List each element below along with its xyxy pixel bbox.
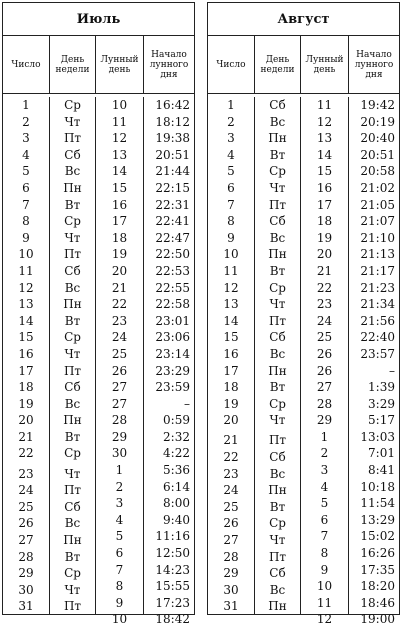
table-cell: 18 — [223, 380, 239, 395]
table-cell: Пт — [268, 313, 287, 328]
table-cell: – — [184, 396, 190, 411]
table-cell: 22:53 — [155, 263, 190, 278]
table-cell: 23:29 — [155, 363, 190, 378]
table-cell: 3 — [115, 496, 124, 511]
table-cell: 9 — [320, 562, 329, 577]
table-cell: 22:50 — [155, 247, 190, 262]
month-title: Июль — [3, 3, 194, 36]
table-cell: Сб — [269, 214, 286, 229]
table-cell: 7:01 — [368, 446, 395, 461]
column-lunar-days — [95, 97, 143, 627]
table-cell: 13 — [316, 131, 333, 146]
table-cell: 17 — [316, 197, 333, 212]
table-cell: 26 — [316, 346, 333, 361]
table-cell: 13 — [111, 147, 128, 162]
table-cell: 11 — [18, 263, 34, 278]
table-cell: Вс — [269, 582, 286, 597]
table-cell: Вс — [64, 396, 81, 411]
table-cell: 22 — [111, 297, 128, 312]
table-cell: 8 — [115, 579, 124, 594]
table-cell: Ср — [64, 330, 81, 345]
table-cell: 9 — [227, 230, 235, 245]
header-number: Число — [216, 59, 246, 70]
table-cell: 15 — [316, 164, 333, 179]
table-cell: 4 — [320, 479, 329, 494]
table-cell: Пт — [63, 363, 82, 378]
table-cell: 26 — [111, 363, 128, 378]
table-cell: 26 — [223, 516, 239, 531]
table-cell: 8:41 — [368, 463, 395, 478]
table-cell: Чт — [64, 466, 81, 481]
table-cell: Вс — [269, 346, 286, 361]
table-cell: Вт — [64, 549, 81, 564]
table-cell: 6 — [115, 546, 124, 561]
table-cell: 5 — [320, 496, 329, 511]
table-cell: Чт — [64, 230, 81, 245]
table-cell: Пн — [268, 131, 287, 146]
table-cell: Вт — [269, 380, 286, 395]
table-cell: 4 — [115, 512, 124, 527]
table-cell: 24 — [18, 483, 34, 498]
table-cell: 22:58 — [155, 297, 190, 312]
header-lunar-start: Начало лунного дня — [143, 36, 194, 93]
table-cell: 14 — [18, 313, 34, 328]
table-cell: 17:23 — [155, 595, 190, 610]
table-cell: 18 — [316, 214, 333, 229]
table-cell: 3 — [227, 131, 235, 146]
table-cell: 21:05 — [360, 197, 395, 212]
table-cell: Пт — [63, 247, 82, 262]
table-cell: Вс — [269, 230, 286, 245]
table-cell: 27 — [316, 380, 333, 395]
table-cell: 11:16 — [155, 529, 190, 544]
table-cell: 16 — [316, 180, 333, 195]
table-cell: 11 — [111, 114, 128, 129]
table-cell: Вт — [269, 499, 286, 514]
column-numbers — [3, 97, 49, 615]
table-cell: 12 — [316, 612, 333, 627]
table-cell: 29 — [223, 566, 239, 581]
table-cell: Пт — [63, 599, 82, 614]
table-cell: 2 — [22, 114, 30, 129]
table-cell: 23 — [111, 313, 128, 328]
table-cell: Вс — [64, 516, 81, 531]
table-cell: 21 — [111, 280, 128, 295]
table-cell: Сб — [269, 450, 286, 465]
table-cell: 4:22 — [163, 446, 190, 461]
table-cell: 19 — [18, 396, 34, 411]
table-cell: Вт — [64, 429, 81, 444]
table-cell: 27 — [18, 533, 34, 548]
table-cell: 1 — [115, 463, 124, 478]
table-cell: Пт — [268, 549, 287, 564]
table-cell: 5 — [22, 164, 30, 179]
table-cell: 25 — [223, 499, 239, 514]
table-cell: 21:02 — [360, 180, 395, 195]
table-cell: Чт — [64, 346, 81, 361]
table-cell: 14 — [223, 313, 239, 328]
column-lunar-days — [300, 97, 348, 627]
table-cell: 26 — [18, 516, 34, 531]
table-cell: 22:15 — [155, 180, 190, 195]
table-cell: 13 — [223, 297, 239, 312]
table-cell: 28 — [18, 549, 34, 564]
table-cell: 16 — [18, 346, 34, 361]
table-cell: 29 — [316, 413, 333, 428]
table-cell: 7 — [115, 562, 124, 577]
table-cell: 20 — [111, 263, 128, 278]
column-starts — [143, 97, 194, 627]
table-cell: Сб — [64, 147, 81, 162]
table-body — [3, 94, 194, 627]
table-cell: Ср — [64, 98, 81, 112]
table-cell: Вс — [269, 114, 286, 129]
table-cell: 5 — [227, 164, 235, 179]
table-cell: 4 — [227, 147, 235, 162]
table-cell: 8:00 — [163, 496, 190, 511]
table-cell: 16:26 — [360, 546, 395, 561]
table-cell: 3:29 — [368, 396, 395, 411]
table-cell: 14:23 — [155, 562, 190, 577]
table-cell: Пн — [268, 483, 287, 498]
table-cell: 4 — [22, 147, 30, 162]
table-cell: Ср — [269, 516, 286, 531]
table-cell: Пт — [63, 483, 82, 498]
table-cell: 30 — [18, 582, 34, 597]
table-cell: 21:56 — [360, 313, 395, 328]
table-cell: 3 — [320, 463, 329, 478]
table-cell: 15 — [223, 330, 239, 345]
table-cell: 21:23 — [360, 280, 395, 295]
table-cell: 10 — [316, 579, 333, 594]
table-cell: 20:51 — [360, 147, 395, 162]
table-cell: 12 — [223, 280, 239, 295]
table-cell: 1:39 — [368, 380, 395, 395]
table-cell: 10 — [18, 247, 34, 262]
table-cell: Вс — [64, 164, 81, 179]
table-cell: Чт — [64, 114, 81, 129]
table-cell: Сб — [64, 263, 81, 278]
table-cell: 1 — [22, 98, 30, 112]
table-cell: 26 — [316, 363, 333, 378]
table-cell: 20:58 — [360, 164, 395, 179]
table-cell: 23:57 — [360, 346, 395, 361]
table-cell: 25 — [316, 330, 333, 345]
table-cell: Ср — [64, 566, 81, 581]
table-cell: 31 — [223, 599, 239, 614]
table-cell: 2 — [227, 114, 235, 129]
table-cell: 23 — [223, 466, 239, 481]
table-cell: 16 — [111, 197, 128, 212]
table-cell: 0:59 — [163, 413, 190, 428]
table-cell: 1 — [227, 98, 235, 112]
table-cell: 15:55 — [155, 579, 190, 594]
header-number: Число — [11, 59, 41, 70]
table-cell: 3 — [22, 131, 30, 146]
table-cell: 21:13 — [360, 247, 395, 262]
table-cell: Пн — [63, 533, 82, 548]
table-cell: Пт — [63, 131, 82, 146]
table-cell: 23:59 — [155, 380, 190, 395]
table-cell: 23:01 — [155, 313, 190, 328]
table-cell: 15:02 — [360, 529, 395, 544]
table-cell: 15 — [18, 330, 34, 345]
table-cell: 10:18 — [360, 479, 395, 494]
header-lunar-day: Лунный день — [95, 36, 143, 93]
table-cell: 22:55 — [155, 280, 190, 295]
table-cell: 18:12 — [155, 114, 190, 129]
table-cell: 22:41 — [155, 214, 190, 229]
table-cell: 23 — [316, 297, 333, 312]
table-cell: 6 — [22, 180, 30, 195]
table-cell: 6:14 — [163, 479, 190, 494]
table-cell: 13:29 — [360, 512, 395, 527]
table-cell: Пн — [268, 363, 287, 378]
table-cell: Вт — [64, 313, 81, 328]
table-cell: Вт — [64, 197, 81, 212]
table-cell: 6 — [320, 512, 329, 527]
table-cell: 18:46 — [360, 595, 395, 610]
table-cell: 28 — [316, 396, 333, 411]
august-table — [207, 2, 400, 627]
table-cell: Пн — [63, 180, 82, 195]
table-cell: 12 — [111, 131, 128, 146]
table-cell: Пн — [63, 297, 82, 312]
table-cell: 17 — [111, 214, 128, 229]
table-cell: 24 — [223, 483, 239, 498]
table-cell: 24 — [316, 313, 333, 328]
table-cell: 10 — [111, 98, 128, 112]
table-cell: 22 — [223, 450, 239, 465]
table-cell: 21:17 — [360, 263, 395, 278]
table-cell: Вт — [269, 263, 286, 278]
table-cell: 28 — [111, 413, 128, 428]
table-cell: Вс — [269, 466, 286, 481]
table-cell: 8 — [227, 214, 235, 229]
table-cell: 29 — [111, 429, 128, 444]
table-cell: Пн — [63, 413, 82, 428]
column-weekdays — [254, 97, 300, 615]
table-cell: 14 — [316, 147, 333, 162]
table-cell: 11 — [316, 98, 333, 112]
table-cell: 30 — [111, 446, 128, 461]
table-cell: 27 — [111, 396, 128, 411]
table-cell: 7 — [320, 529, 329, 544]
month-title: Август — [208, 3, 399, 36]
table-cell: 11 — [316, 595, 333, 610]
table-cell: Чт — [269, 413, 286, 428]
table-cell: 2:32 — [163, 429, 190, 444]
table-cell: 17 — [18, 363, 34, 378]
table-cell: 28 — [223, 549, 239, 564]
table-cell: 11 — [223, 263, 239, 278]
table-cell: 7 — [22, 197, 30, 212]
table-cell: Сб — [64, 499, 81, 514]
table-cell: 16 — [223, 346, 239, 361]
header-weekday: День недели — [254, 36, 300, 93]
table-cell: 13 — [18, 297, 34, 312]
table-cell: 19:38 — [155, 131, 190, 146]
table-cell: 25 — [18, 499, 34, 514]
table-cell: 15 — [111, 180, 128, 195]
table-cell: 14 — [111, 164, 128, 179]
column-weekdays — [49, 97, 95, 615]
table-cell: Пн — [268, 247, 287, 262]
table-cell: 21:10 — [360, 230, 395, 245]
table-cell: 21 — [316, 263, 333, 278]
table-cell: 23:14 — [155, 346, 190, 361]
table-cell: 21 — [223, 433, 239, 448]
table-cell: 2 — [320, 446, 329, 461]
table-cell: 17 — [223, 363, 239, 378]
table-cell: Пт — [268, 433, 287, 448]
table-cell: 1 — [320, 429, 329, 444]
table-cell: 19:42 — [360, 98, 395, 112]
table-cell: 11:54 — [360, 496, 395, 511]
table-cell: Пт — [268, 197, 287, 212]
table-cell: 18 — [18, 380, 34, 395]
header-weekday: День недели — [49, 36, 95, 93]
table-cell: 22 — [316, 280, 333, 295]
table-cell: 5:36 — [163, 463, 190, 478]
header-lunar-day: Лунный день — [300, 36, 348, 93]
table-cell: 24 — [111, 330, 128, 345]
table-cell: 8 — [22, 214, 30, 229]
table-cell: 20 — [18, 413, 34, 428]
table-cell: Ср — [64, 214, 81, 229]
table-cell: 12:50 — [155, 546, 190, 561]
table-cell: 6 — [227, 180, 235, 195]
table-cell: 9:40 — [163, 512, 190, 527]
table-cell: 20:51 — [155, 147, 190, 162]
table-cell: 5 — [115, 529, 124, 544]
table-cell: 18:20 — [360, 579, 395, 594]
table-cell: 23:06 — [155, 330, 190, 345]
table-cell: 19 — [111, 247, 128, 262]
table-cell: Ср — [269, 280, 286, 295]
table-cell: Сб — [64, 380, 81, 395]
table-cell: 13:03 — [360, 429, 395, 444]
table-cell: Ср — [269, 164, 286, 179]
table-cell: 20 — [316, 247, 333, 262]
table-cell: Сб — [269, 98, 286, 112]
table-cell: 18 — [111, 230, 128, 245]
table-cell: 10 — [223, 247, 239, 262]
table-cell: 22:40 — [360, 330, 395, 345]
table-cell: 31 — [18, 599, 34, 614]
table-cell: 20:19 — [360, 114, 395, 129]
table-cell: Чт — [269, 533, 286, 548]
table-cell: 21:07 — [360, 214, 395, 229]
table-cell: 21:44 — [155, 164, 190, 179]
table-body — [208, 94, 399, 627]
table-cell: 22 — [18, 446, 34, 461]
table-cell: 23 — [18, 466, 34, 481]
table-cell: Чт — [269, 297, 286, 312]
table-cell: 2 — [115, 479, 124, 494]
table-cell: Вт — [269, 147, 286, 162]
table-cell: 20 — [223, 413, 239, 428]
table-cell: 29 — [18, 566, 34, 581]
table-cell: Сб — [269, 566, 286, 581]
table-cell: 9 — [22, 230, 30, 245]
table-cell: 20:40 — [360, 131, 395, 146]
table-cell: 12 — [316, 114, 333, 129]
column-numbers — [208, 97, 254, 615]
table-cell: 22:47 — [155, 230, 190, 245]
table-cell: Сб — [269, 330, 286, 345]
table-header — [3, 36, 194, 94]
table-cell: Ср — [269, 396, 286, 411]
table-cell: 19 — [223, 396, 239, 411]
july-table — [2, 2, 195, 627]
table-cell: 17:35 — [360, 562, 395, 577]
table-cell: 9 — [115, 595, 124, 610]
table-cell: Чт — [64, 582, 81, 597]
table-cell: 7 — [227, 197, 235, 212]
table-header — [208, 36, 399, 94]
table-cell: Ср — [64, 446, 81, 461]
table-cell: 19:00 — [360, 612, 395, 627]
table-cell: 8 — [320, 546, 329, 561]
table-cell: Чт — [269, 180, 286, 195]
table-cell: 25 — [111, 346, 128, 361]
header-lunar-start: Начало лунного дня — [348, 36, 399, 93]
table-cell: 22:31 — [155, 197, 190, 212]
table-cell: Пн — [268, 599, 287, 614]
table-cell: 21:34 — [360, 297, 395, 312]
column-starts — [348, 97, 399, 627]
table-cell: Вс — [64, 280, 81, 295]
table-cell: 5:17 — [368, 413, 395, 428]
table-cell: 27 — [111, 380, 128, 395]
table-cell: 27 — [223, 533, 239, 548]
table-cell: 21 — [18, 429, 34, 444]
table-cell: 30 — [223, 582, 239, 597]
table-cell: 18:42 — [155, 612, 190, 627]
table-cell: 16:42 — [155, 98, 190, 112]
table-cell: 10 — [111, 612, 128, 627]
table-cell: 12 — [18, 280, 34, 295]
table-cell: 19 — [316, 230, 333, 245]
table-cell: – — [389, 363, 395, 378]
